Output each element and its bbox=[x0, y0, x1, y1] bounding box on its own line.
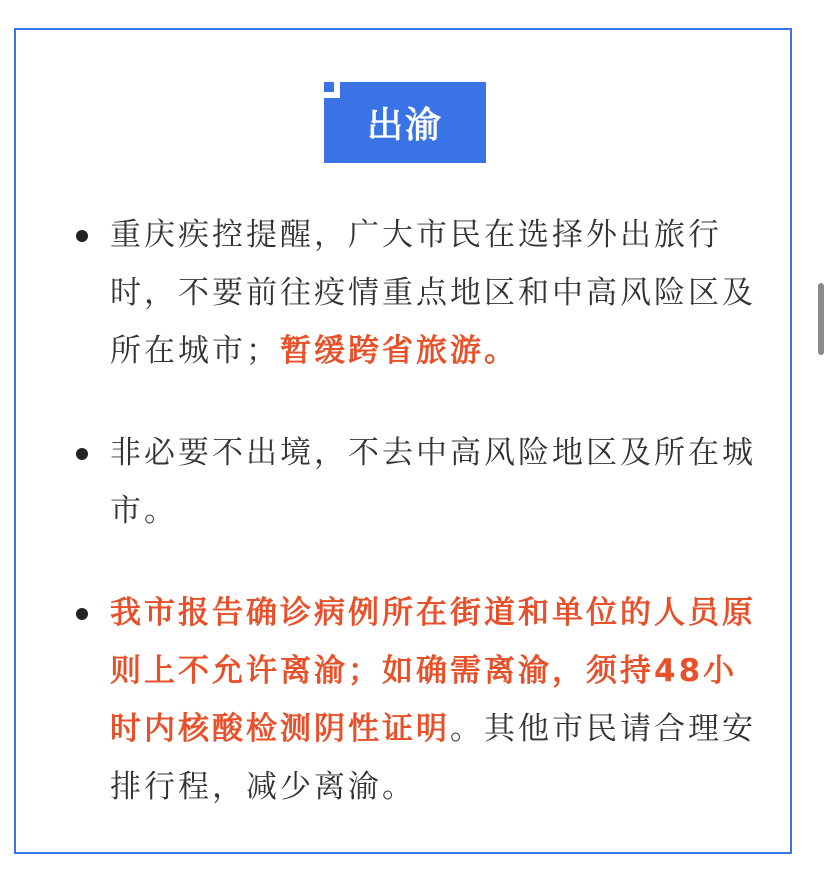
corner-decoration bbox=[324, 82, 340, 98]
list-item bbox=[70, 584, 770, 816]
bullet-icon bbox=[76, 230, 88, 242]
list-item bbox=[70, 424, 770, 540]
advisory-list bbox=[70, 206, 770, 816]
bullet-icon bbox=[76, 448, 88, 460]
bullet-icon bbox=[76, 608, 88, 620]
bullet-text: 非必要不出境，不去中高风险地区及所在城市。 bbox=[110, 435, 756, 529]
corner-decoration-inner bbox=[324, 82, 334, 92]
bullet-highlight: 我市报告确诊病例所在街道和单位的人员原则上不允许离渝；如确需离渝，须持48小时内核酸检测阴性证明 bbox=[110, 595, 756, 747]
section-title: 出渝 bbox=[366, 105, 443, 146]
bullet-text: 重庆疾控提醒，广大市民在选择外出旅行时，不要前往疫情重点地区和中高风险区及所在城市； bbox=[110, 217, 756, 369]
bullet-highlight: 暂缓跨省旅游。 bbox=[280, 333, 518, 369]
bullet-text: 。其他市民请合理安排行程，减少离渝。 bbox=[110, 711, 756, 805]
scrollbar-thumb[interactable] bbox=[818, 283, 824, 355]
list-item bbox=[70, 206, 770, 380]
section-title-badge bbox=[324, 82, 486, 163]
